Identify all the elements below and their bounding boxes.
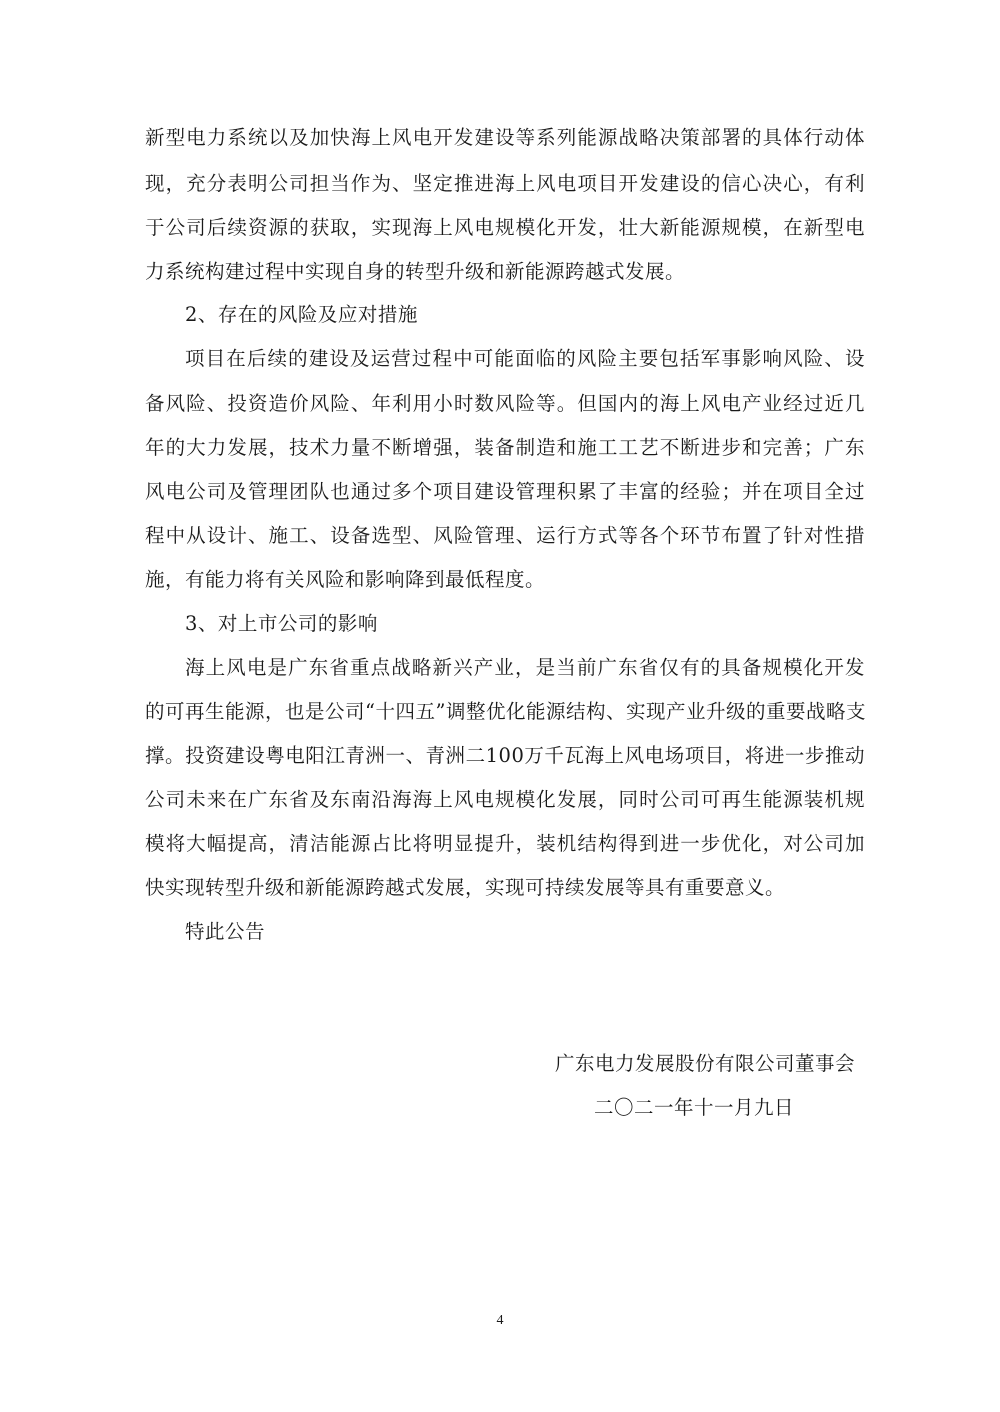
- section3-heading: 3、对上市公司的影响: [185, 612, 378, 635]
- section2-line-6: 施，有能力将有关风险和影响降到最低程度。: [145, 568, 546, 591]
- section2-line-5: 程中从设计、施工、设备选型、风险管理、运行方式等各个环节布置了针对性措: [145, 524, 865, 547]
- signature-date: 二〇二一年十一月九日: [594, 1096, 795, 1119]
- section3-line-1: 海上风电是广东省重点战略新兴产业，是当前广东省仅有的具备规模化开发: [185, 656, 865, 679]
- section3-line-2: 的可再生能源，也是公司“十四五”调整优化能源结构、实现产业升级的重要战略支: [145, 700, 866, 723]
- section3-line-5: 模将大幅提高，清洁能源占比将明显提升，装机结构得到进一步优化，对公司加: [145, 832, 865, 855]
- closing-text: 特此公告: [185, 920, 266, 943]
- section2-line-3: 年的大力发展，技术力量不断增强，装备制造和施工工艺不断进步和完善；广东: [145, 436, 865, 459]
- paragraph1-line-4: 力系统构建过程中实现自身的转型升级和新能源跨越式发展。: [145, 260, 686, 283]
- section2-line-4: 风电公司及管理团队也通过多个项目建设管理积累了丰富的经验；并在项目全过: [145, 480, 865, 503]
- section3-line-3: 撑。投资建设粤电阳江青洲一、青洲二100万千瓦海上风电场项目，将进一步推动: [145, 744, 865, 767]
- signature-company: 广东电力发展股份有限公司董事会: [555, 1052, 856, 1075]
- paragraph1-line-2: 现，充分表明公司担当作为、坚定推进海上风电项目开发建设的信心决心，有利: [145, 172, 865, 195]
- paragraph1-line-3: 于公司后续资源的获取，实现海上风电规模化开发，壮大新能源规模，在新型电: [145, 216, 865, 239]
- paragraph1-line-1: 新型电力系统以及加快海上风电开发建设等系列能源战略决策部署的具体行动体: [145, 126, 865, 149]
- section3-line-4: 公司未来在广东省及东南沿海海上风电规模化发展，同时公司可再生能源装机规: [145, 788, 865, 811]
- section2-line-2: 备风险、投资造价风险、年利用小时数风险等。但国内的海上风电产业经过近几: [145, 392, 865, 415]
- section2-line-1: 项目在后续的建设及运营过程中可能面临的风险主要包括军事影响风险、设: [185, 347, 865, 370]
- section2-heading: 2、存在的风险及应对措施: [185, 303, 418, 326]
- section3-line-6: 快实现转型升级和新能源跨越式发展，实现可持续发展等具有重要意义。: [145, 876, 786, 899]
- page-number: 4: [496, 1313, 504, 1328]
